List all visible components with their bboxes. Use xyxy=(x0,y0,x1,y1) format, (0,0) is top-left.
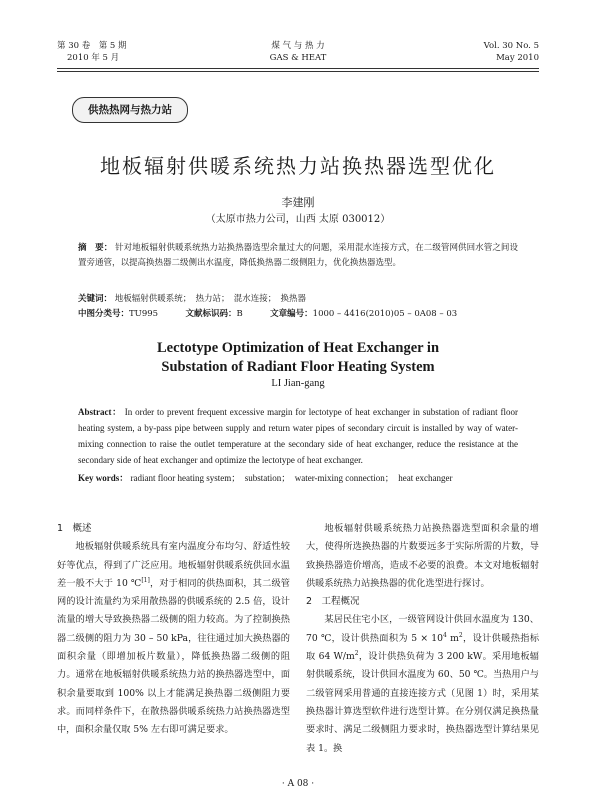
classification-line xyxy=(78,307,518,321)
article-no-label: 文章编号： xyxy=(270,309,313,319)
keywords-cn-text: 地板辐射供暖系统； 热力站； 混水连接； 换热器 xyxy=(114,294,306,304)
affiliation-cn: （太原市热力公司，山西 太原 030012） xyxy=(205,214,391,225)
date-cn: 2010 年 5 月 xyxy=(67,53,120,63)
section-2-paragraph xyxy=(306,611,539,757)
right-paragraph-1: 地板辐射供暖系统热力站换热器选型面积余量的增大，使得所选换热器的片数要远多于实际所需的片数，导致换热器造价增高，造成不必要的浪费。本文对地板辐射供暖系统热力站换热器的优化选型进行探讨。 xyxy=(306,523,539,589)
title-en-text: Lectotype Optimization of Heat Exchanger in Substation of Radiant Floor Heating System xyxy=(156,340,440,375)
header-right xyxy=(484,40,539,64)
section-2-heading: 2 工程概况 xyxy=(306,596,360,608)
journal-cn: 煤 气 与 热 力 xyxy=(271,41,325,51)
keywords-cn xyxy=(78,292,518,306)
section-1-paragraph xyxy=(57,538,290,739)
keywords-en-label: Key words： xyxy=(78,473,129,483)
clc-label: 中图分类号： xyxy=(78,309,130,319)
abstract-cn-label: 摘 要： xyxy=(78,243,113,253)
article-no-value: 1000 – 4416(2010)05 – 0A08 – 03 xyxy=(312,309,458,319)
section-2-text-b: m xyxy=(446,632,459,644)
keywords-en-text: radiant floor heating system； substation； water-mixing connection； heat exchanger xyxy=(130,473,453,483)
section-1-text-cont: ，对于相同的供热面积，其二级管网的设计流量约为采用散热器的供暖系统的 2.5 倍，设计流量的增大导致换热器二级侧的阻力较高。为了控制换热器二级侧的阻力为 30 – 50 kPa，往往通过加大换热器的面积余量（即增加板片数量），降低换热器二级侧的阻力。通常在地板辐射供暖系统热力站的换热器选型中，面积余量要取到 100% 以上才能满足换热器二级侧阻力要求。而同样条件下，在散热器供暖系统热力站换热器选型中，面积余量仅取 5% 左右即可满足要求。 xyxy=(57,577,290,736)
abstract-en-label: Abstract： xyxy=(78,407,122,417)
title-cn: 地板辐射供暖系统热力站换热器选型优化 xyxy=(100,154,496,178)
section-1-heading: 1 概述 xyxy=(57,523,92,534)
volume-en: Vol. 30 No. 5 xyxy=(483,41,539,51)
author-cn: 李建刚 xyxy=(281,196,315,209)
keywords-en xyxy=(78,470,518,486)
header-rule-top xyxy=(57,68,539,69)
citation-ref: [1] xyxy=(141,576,150,584)
date-en: May 2010 xyxy=(496,53,539,63)
keywords-cn-label: 关键词： xyxy=(78,294,113,304)
author-en: LI Jian-gang xyxy=(271,378,325,389)
doc-code-value: B xyxy=(236,309,243,319)
abstract-en xyxy=(78,404,518,468)
abstract-cn-text: 针对地板辐射供暖系统热力站换热器选型余量过大的问题，采用混水连接方式，在二级管网供回水管之间设置旁通管，以提高换热器二级侧出水温度，降低换热器二级侧阻力，优化换热器选型。 xyxy=(78,243,518,268)
title-en xyxy=(0,339,596,377)
section-2-text-c: ，设计供暖热指标取 64 W/m xyxy=(306,632,540,663)
section-2-text-d: ，设计供热负荷为 3 200 kW。采用地板辐射供暖系统，设计供回水温度为 60、50 ℃。当热用户与二级管网采用普通的直接连接方式（见图 1）时，采用某换热器计算选型软件进行选型计算。在分别仅满足换热量要求时、满足二级侧阻力要求时，换热器选型计算结果见表 1。换 xyxy=(306,651,539,754)
body-column-left xyxy=(57,520,290,740)
page-number: · A 08 · xyxy=(281,779,315,789)
superscript-area: 2 xyxy=(458,631,463,639)
abstract-cn xyxy=(78,241,518,271)
header-rule-bottom xyxy=(57,71,539,72)
abstract-en-text: In order to prevent frequent excessive margin for lectotype of heat exchanger in substation of radiant floor heating system, a by-pass pipe between supply and return water pipes of secondary circuit is installed by way of water-mixing connection to raise the outlet temperature at the secondary side of heat exchanger, reduce the resistance at the secondary side of heat exchanger and optimize the lectotype of heat exchanger. xyxy=(78,407,518,465)
section-label: 供热热网与热力站 xyxy=(72,97,188,123)
doc-code-label: 文献标识码： xyxy=(185,309,237,319)
superscript-area-2: 2 xyxy=(354,650,359,658)
clc-value: TU995 xyxy=(129,309,159,319)
journal-en: GAS & HEAT xyxy=(269,53,327,63)
volume-cn: 第 30 卷 第 5 期 xyxy=(57,41,127,51)
section-1-text: 地板辐射供暖系统具有室内温度分布均匀、舒适性较好等优点，得到了广泛应用。地板辐射供暖系统供回水温差一般不大于 10 ℃ xyxy=(57,541,290,589)
section-2-text-a: 某居民住宅小区，一级管网设计供回水温度为 130、70 ℃，设计供热面积为 5 × 10 xyxy=(306,614,539,644)
body-column-right xyxy=(306,520,539,758)
superscript-exp: 4 xyxy=(443,631,447,639)
